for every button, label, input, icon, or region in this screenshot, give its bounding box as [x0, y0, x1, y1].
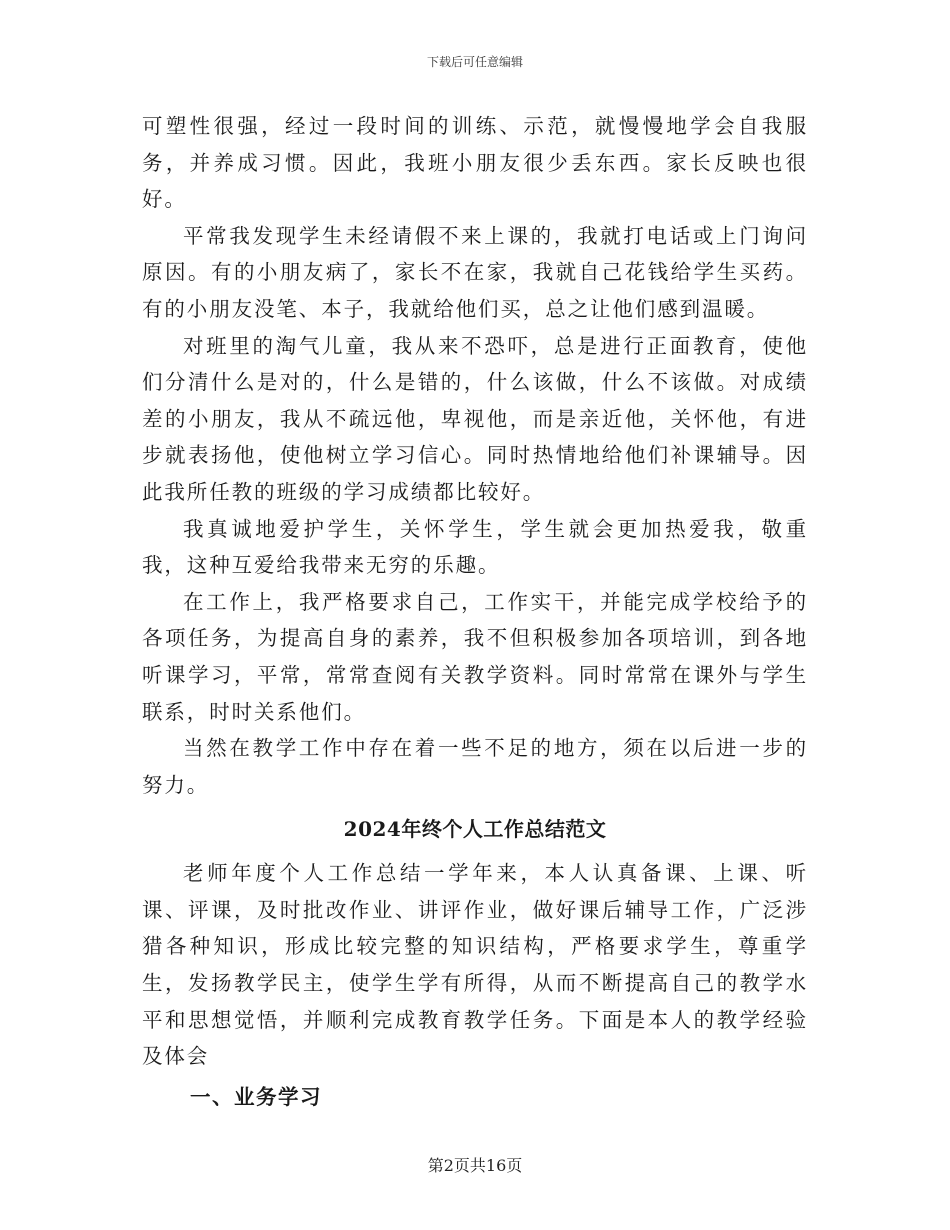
paragraph-1: 可塑性很强，经过一段时间的训练、示范，就慢慢地学会自我服务，并养成习惯。因此，我班小朋友很少丢东西。家长反映也很好。 [142, 114, 808, 212]
intro-paragraph: 老师年度个人工作总结一学年来，本人认真备课、上课、听课、评课，及时批改作业、讲评作业，做好课后辅导工作，广泛涉猎各种知识，形成比较完整的知识结构，严格要求学生，尊重学生，发扬教学民主，使学生学有所得，从而不断提高自己的教学水平和思想觉悟，并顺利完成教育教学任务。下面是本人的教学经验及体会 [142, 861, 808, 1069]
section-heading: 一、业务学习 [190, 1084, 322, 1109]
document-title: 2024年终个人工作总结范文 [343, 817, 607, 842]
page-number: 第2页共16页 [427, 1156, 523, 1175]
paragraph-3: 对班里的淘气儿童，我从来不恐吓，总是进行正面教育，使他们分清什么是对的，什么是错的，什么该做，什么不该做。对成绩差的小朋友，我从不疏远他，卑视他，而是亲近他，关怀他，有进步就表扬他，使他树立学习信心。同时热情地给他们补课辅导。因此我所任教的班级的学习成绩都比较好。 [142, 333, 808, 504]
paragraph-4: 我真诚地爱护学生，关怀学生，学生就会更加热爱我，敬重我，这种互爱给我带来无穷的乐趣。 [142, 516, 808, 578]
page-header-note: 下载后可任意编辑 [426, 55, 523, 69]
document-body [142, 108, 808, 1117]
paragraph-5: 在工作上，我严格要求自己，工作实干，并能完成学校给予的各项任务，为提高自身的素养，我不但积极参加各项培训，到各地听课学习，平常，常常查阅有关教学资料。同时常常在课外与学生联系，时时关系他们。 [142, 589, 808, 724]
paragraph-6: 当然在教学工作中存在着一些不足的地方，须在以后进一步的努力。 [142, 736, 808, 797]
paragraph-2: 平常我发现学生未经请假不来上课的，我就打电话或上门询问原因。有的小朋友病了，家长不在家，我就自己花钱给学生买药。有的小朋友没笔、本子，我就给他们买，总之让他们感到温暖。 [142, 223, 808, 321]
